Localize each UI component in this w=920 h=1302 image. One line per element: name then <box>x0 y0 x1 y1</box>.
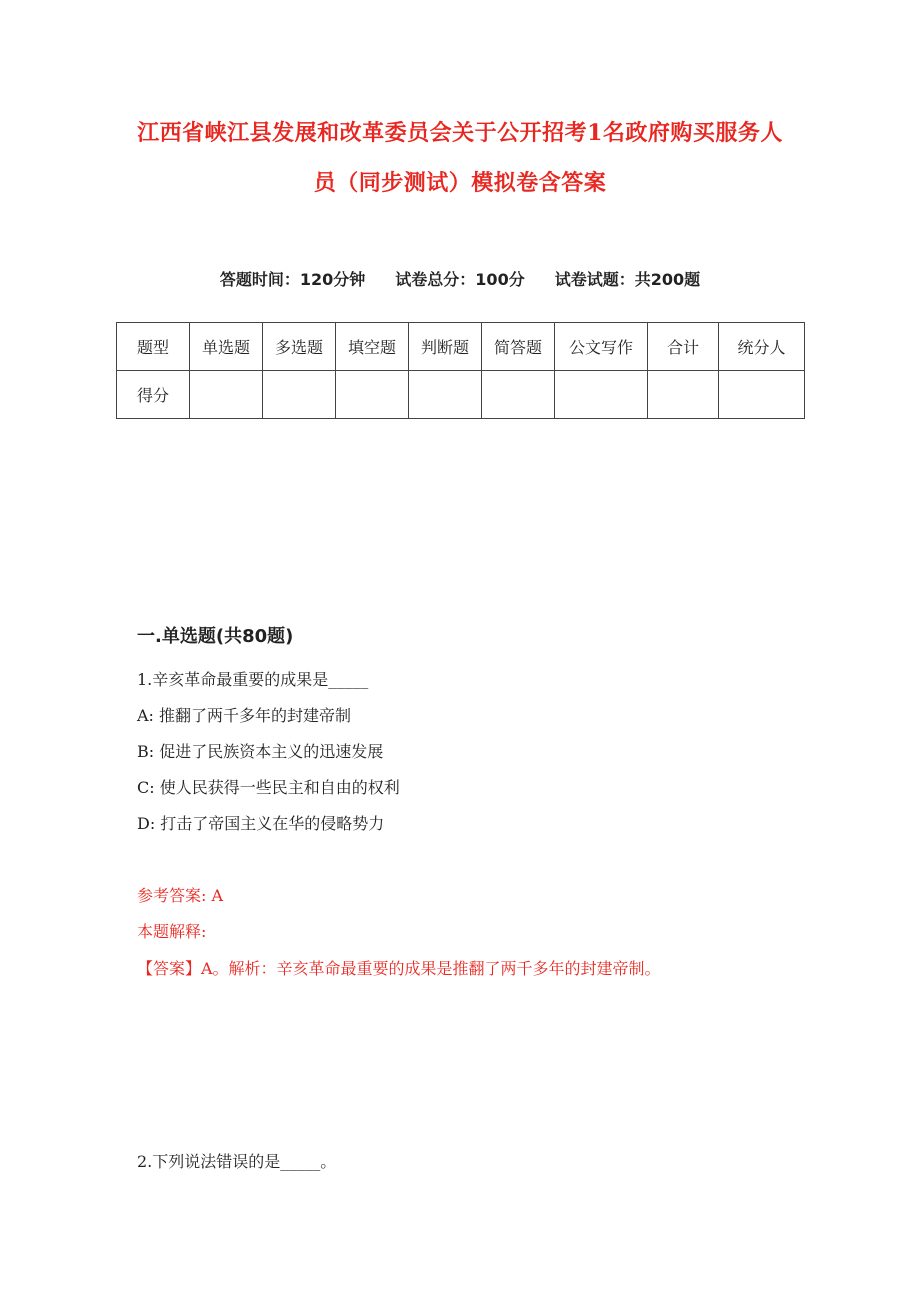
score-table <box>116 322 805 419</box>
score-table-header: 合计 <box>648 323 719 371</box>
document-title-line-1: 江西省峡江县发展和改革委员会关于公开招考1名政府购买服务人 <box>137 120 783 146</box>
score-table-header: 公文写作 <box>555 323 648 371</box>
score-cell <box>336 371 409 419</box>
exam-total-score: 试卷总分：100分 <box>395 270 525 289</box>
score-cell <box>555 371 648 419</box>
question-1-option-d: D: 打击了帝国主义在华的侵略势力 <box>137 814 385 833</box>
question-1-explain-label: 本题解释: <box>137 922 207 941</box>
score-cell <box>190 371 263 419</box>
score-cell <box>648 371 719 419</box>
document-title-line-2: 员（同步测试）模拟卷含答案 <box>313 170 607 196</box>
score-table-header: 单选题 <box>190 323 263 371</box>
score-cell <box>263 371 336 419</box>
question-1-stem: 1.辛亥革命最重要的成果是_____ <box>137 670 369 689</box>
question-1-option-a: A: 推翻了两千多年的封建帝制 <box>137 706 352 725</box>
score-row-label: 得分 <box>117 371 190 419</box>
question-2-stem: 2.下列说法错误的是_____。 <box>137 1152 337 1171</box>
score-table-header: 多选题 <box>263 323 336 371</box>
exam-meta <box>0 268 920 292</box>
score-table-header-row <box>117 323 805 371</box>
question-1-answer: 参考答案: A <box>137 886 224 905</box>
section-title: 一.单选题(共80题) <box>137 626 294 647</box>
question-1-option-c: C: 使人民获得一些民主和自由的权利 <box>137 778 400 797</box>
score-table-score-row <box>117 371 805 419</box>
score-cell <box>719 371 805 419</box>
score-cell <box>409 371 482 419</box>
score-table-header: 统分人 <box>719 323 805 371</box>
question-1-explanation: 【答案】A。解析：辛亥革命最重要的成果是推翻了两千多年的封建帝制。 <box>137 959 661 978</box>
exam-time: 答题时间：120分钟 <box>219 270 366 289</box>
score-table-header: 简答题 <box>482 323 555 371</box>
exam-question-count: 试卷试题：共200题 <box>554 270 701 289</box>
score-cell <box>482 371 555 419</box>
question-1-option-b: B: 促进了民族资本主义的迅速发展 <box>137 742 384 761</box>
score-table-header: 填空题 <box>336 323 409 371</box>
score-table-header: 题型 <box>117 323 190 371</box>
score-table-header: 判断题 <box>409 323 482 371</box>
